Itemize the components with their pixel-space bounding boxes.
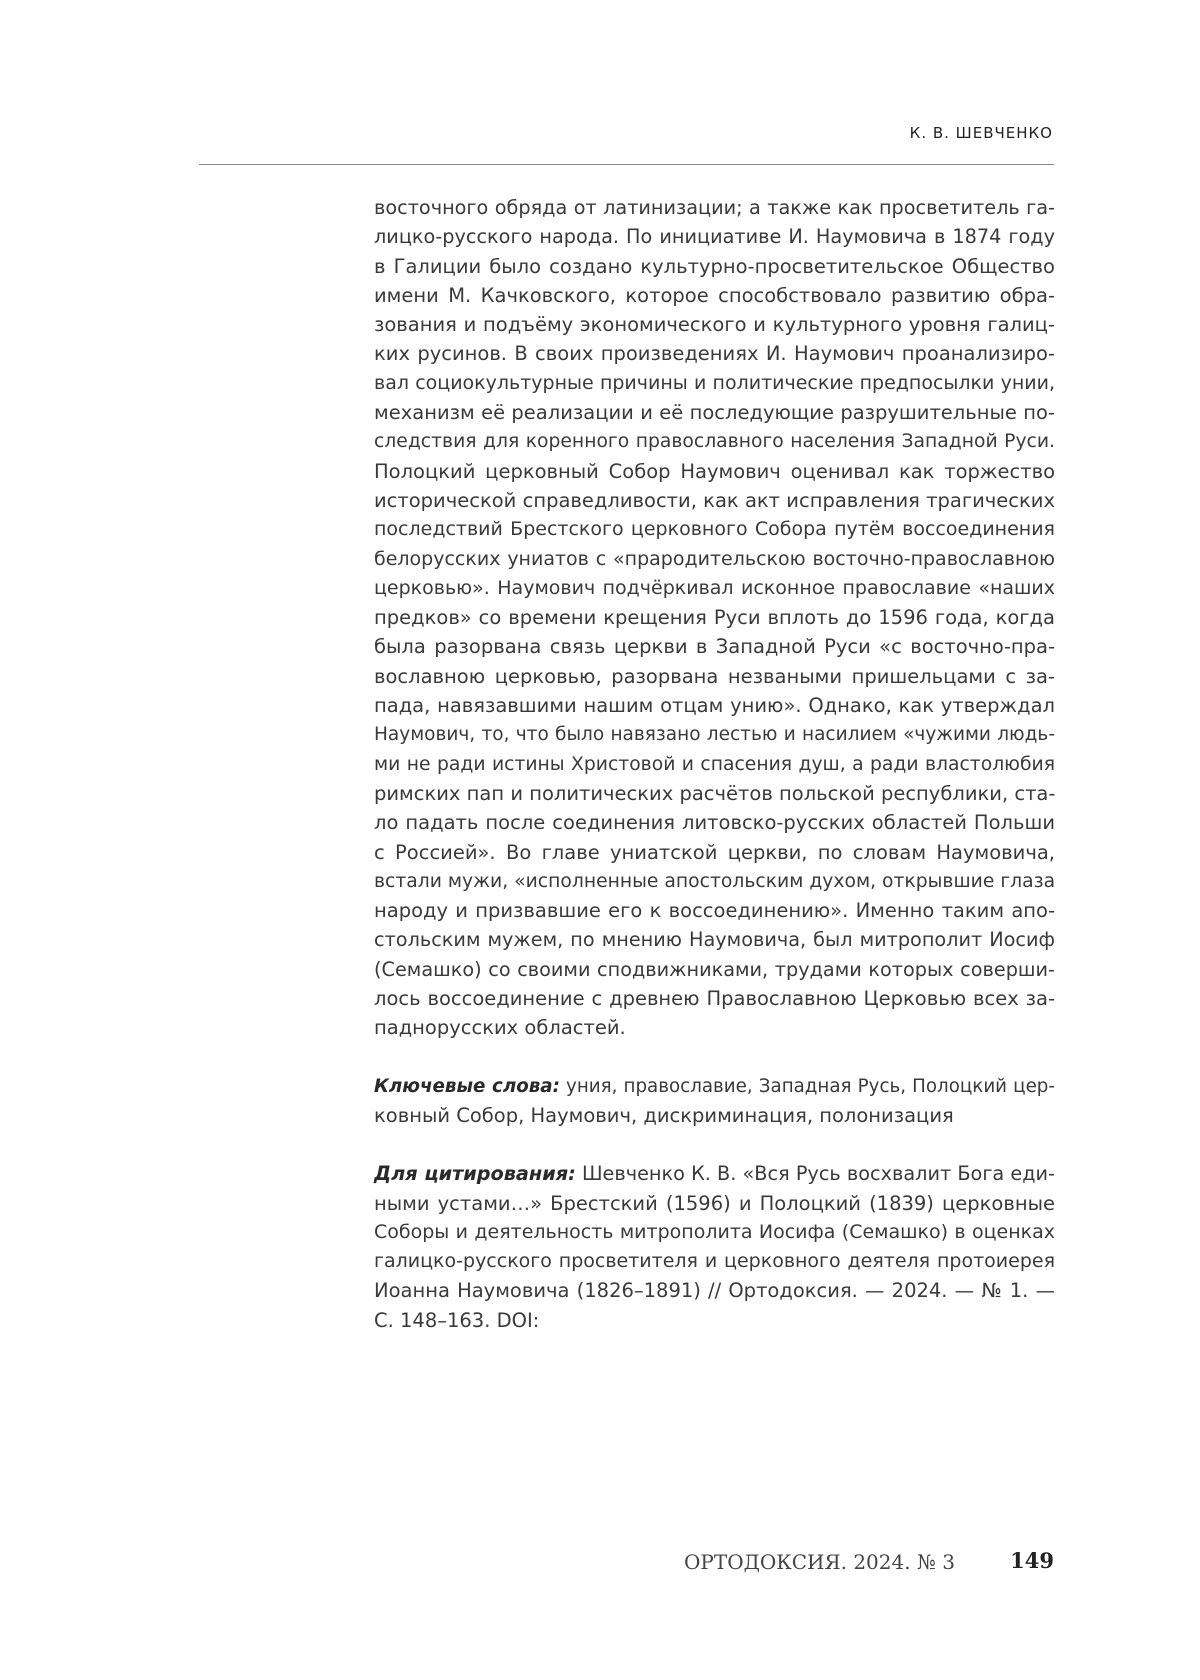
abstract-line: (Семашко) со своими сподвижниками, трудами которых соверши- <box>374 957 1055 981</box>
abstract-line: лось воссоединение с древнею Православною Церковью всех за- <box>374 987 1055 1011</box>
abstract-line: исторической справедливости, как акт исправления трагических <box>374 488 1055 512</box>
abstract-line: вал социокультурные причины и политические предпосылки унии, <box>374 371 1055 394</box>
abstract-line: зования и подъёму экономического и культурного уровня галиц- <box>374 313 1055 337</box>
block-gap <box>374 1130 1055 1159</box>
abstract-paragraph <box>374 193 1055 1043</box>
abstract-line: паднорусских областей. <box>374 1016 626 1040</box>
keywords-block <box>374 1072 1055 1131</box>
abstract-line: встали мужи, «исполненные апостольским духом, открывшие глаза <box>374 870 1056 892</box>
citation-block <box>374 1159 1055 1335</box>
citation-line: Иоанна Наумовича (1826–1891) // Ортодоксия. — 2024. — № 1. — <box>374 1279 1055 1303</box>
running-header-author: К. В. ШЕВЧЕНКО <box>909 124 1053 142</box>
abstract-line: лицко-русского народа. По инициативе И. Наумовича в 1874 году <box>374 225 1055 249</box>
abstract-line: Полоцкий церковный Собор Наумович оценивал как торжество <box>374 459 1055 483</box>
abstract-line: народу и призвавшие его к воссоединению». Именно таким апо- <box>374 899 1055 923</box>
footer-journal-title: ОРТОДОКСИЯ. 2024. № 3 <box>684 1550 955 1574</box>
abstract-line: ми не ради истины Христовой и спасения душ, а ради властолюбия <box>374 753 1055 775</box>
abstract-line: с Россией». Во главе униатской церкви, по словам Наумовича, <box>374 840 1055 864</box>
citation-text: Шевченко К. В. «Вся Русь восхвалит Бога еди- <box>575 1162 1055 1186</box>
abstract-line: последствий Брестского церковного Собора путём воссоединения <box>374 518 1055 541</box>
keywords-line: ковный Собор, Наумович, дискриминация, полонизация <box>374 1103 954 1127</box>
abstract-line: восточного обряда от латинизации; а также как просветитель га- <box>374 196 1055 219</box>
block-gap <box>374 1043 1055 1072</box>
abstract-line: ло падать после соединения литовско-русских областей Польши <box>374 811 1055 835</box>
page-number: 149 <box>1010 1548 1054 1573</box>
citation-line: галицко-русского просветителя и церковного деятеля протоиерея <box>374 1250 1055 1273</box>
abstract-line: церковью». Наумович подчёркивал исконное православие «наших <box>374 576 1055 599</box>
abstract-line: ких русинов. В своих произведениях И. Наумович проанализиро- <box>374 342 1055 366</box>
header-rule <box>199 164 1054 165</box>
abstract-line: стольским мужем, по мнению Наумовича, был митрополит Иосиф <box>374 928 1055 952</box>
abstract-line: римских пап и политических расчётов польской республики, ста- <box>374 781 1056 805</box>
abstract-line: вославною церковью, разорвана незваными пришельцами с за- <box>374 664 1055 688</box>
citation-label: Для цитирования: <box>374 1162 576 1186</box>
abstract-line: механизм её реализации и её последующие разрушительные по- <box>374 401 1055 425</box>
citation-line <box>374 1159 1055 1188</box>
abstract-line: в Галиции было создано культурно-просветительское Общество <box>374 254 1055 278</box>
abstract-line: Наумович, то, что было навязано лестью и насилием «чужими людь- <box>374 724 1055 746</box>
citation-line: ными устами…» Брестский (1596) и Полоцкий (1839) церковные <box>374 1191 1055 1215</box>
abstract-line: пада, навязавшими нашим отцам унию». Однако, как утверждал <box>374 694 1055 718</box>
citation-line: С. 148–163. DOI: <box>374 1308 540 1332</box>
keywords-line <box>374 1072 1055 1101</box>
keywords-text: уния, православие, Западная Русь, Полоцкий цер- <box>559 1075 1055 1097</box>
abstract-line: следствия для коренного православного населения Западной Руси. <box>374 431 1055 453</box>
citation-line: Соборы и деятельность митрополита Иосифа (Семашко) в оценках <box>374 1220 1055 1243</box>
abstract-line: белорусских униатов с «прародительскою восточно-православною <box>374 547 1055 570</box>
abstract-line: имени М. Качковского, которое способствовало развитию обра- <box>374 283 1055 307</box>
keywords-label: Ключевые слова: <box>374 1075 560 1097</box>
abstract-line: была разорвана связь церкви в Западной Руси «с восточно-пра- <box>374 635 1055 659</box>
abstract-line: предков» со времени крещения Руси вплоть до 1596 года, когда <box>374 606 1055 630</box>
text-column <box>374 193 1055 1335</box>
